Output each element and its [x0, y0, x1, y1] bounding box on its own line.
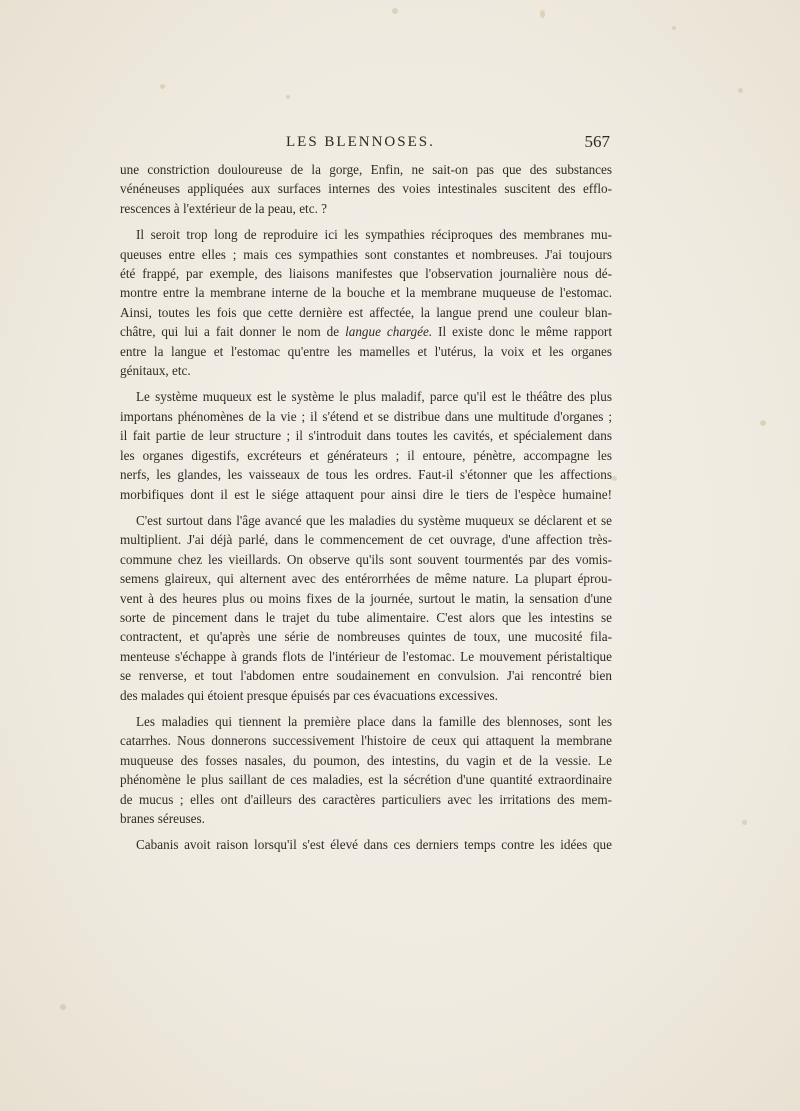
text-line: des malades qui étoient presque épuisés par ces évacuations excessives.: [120, 687, 498, 703]
text-line: catarrhes. Nous donnerons successivement l'histoire de ceux qui attaquent la membrane: [120, 733, 612, 749]
text-line: Ainsi, toutes les fois que cette dernière est affectée, la langue prend une couleur blan-: [120, 304, 612, 320]
text-line: les organes digestifs, excréteurs et générateurs ; il entoure, pénètre, accompagne les: [120, 447, 612, 463]
text-line: contractent, et qu'après une série de nombreuses quintes de toux, une mucosité fila-: [120, 629, 612, 645]
body-text: [120, 160, 612, 862]
foxing-spot: [60, 1004, 66, 1010]
text-line: muqueuse des fosses nasales, du poumon, des intestins, du vagin et de la vessie. Le: [120, 752, 612, 768]
text-segment: châtre, qui lui a fait donner le nom de: [120, 324, 346, 340]
text-line: il fait partie de leur structure ; il s'introduit dans toutes les cavités, et spécialement dans: [120, 428, 612, 444]
foxing-spot: [540, 10, 545, 18]
foxing-spot: [672, 26, 676, 30]
italic-term: langue chargée.: [345, 324, 433, 340]
foxing-spot: [738, 88, 743, 93]
text-line: vénéneuses appliquées aux surfaces internes des voies intestinales suscitent des efflo-: [120, 181, 612, 197]
foxing-spot: [742, 820, 747, 825]
text-line: C'est surtout dans l'âge avancé que les maladies du système muqueux se déclarent et se: [136, 512, 612, 528]
text-line: rescences à l'extérieur de la peau, etc. ?: [120, 200, 328, 216]
paragraph-3: [120, 387, 612, 503]
foxing-spot: [760, 420, 766, 426]
text-line: Il seroit trop long de reproduire ici les sympathies réciproques des membranes mu-: [136, 227, 612, 243]
text-line: Cabanis avoit raison lorsqu'il s'est élevé dans ces derniers temps contre les idées que: [136, 837, 612, 853]
text-line: nerfs, les glandes, les vaisseaux de tous les ordres. Faut-il s'étonner que les affections: [120, 467, 612, 483]
text-line: semens glaireux, qui alternent avec des entérorrhées de même nature. La plupart éprou-: [120, 571, 612, 587]
page-number: 567: [584, 132, 610, 151]
text-line: de mucus ; elles ont d'ailleurs des caractères particuliers avec les irritations des mem-: [120, 791, 612, 807]
text-line: branes séreuses.: [120, 811, 205, 826]
foxing-spot: [612, 476, 617, 481]
text-line: sorte de pincement dans le trajet du tube alimentaire. C'est alors que les intestins se: [120, 609, 612, 625]
text-segment: Il existe donc le même rapport: [432, 324, 612, 340]
text-line: commune chez les vieillards. On observe qu'ils sont souvent tourmentés par des vomis-: [120, 551, 612, 567]
foxing-spot: [392, 8, 398, 14]
paragraph-1: [120, 160, 612, 218]
paragraph-2: [120, 225, 612, 380]
page-header: [120, 134, 614, 158]
text-line: Le système muqueux est le système le plus maladif, parce qu'il est le théâtre des plus: [136, 389, 612, 405]
text-line: morbifiques dont il est le siége attaquent pour ainsi dire le tiers de l'espèce humaine!: [120, 486, 612, 502]
text-line: phénomène le plus saillant de ces maladies, est la sécrétion d'une quantité extraordinaire: [120, 772, 612, 788]
text-line: une constriction douloureuse de la gorge, Enfin, ne sait-on pas que des substances: [120, 162, 612, 177]
text-line: montre entre la membrane interne de la bouche et la membrane muqueuse de l'estomac.: [120, 285, 612, 301]
text-line: été frappé, par exemple, des liaisons manifestes que l'observation journalière nous dé-: [120, 266, 612, 282]
paragraph-4: [120, 511, 612, 705]
text-line: entre la langue et l'estomac qu'entre les mamelles et l'utérus, la voix et les organes: [120, 343, 612, 359]
text-line: queuses entre elles ; mais ces sympathies sont constantes et nombreuses. J'ai toujours: [120, 246, 612, 262]
paragraph-6: [120, 835, 612, 854]
foxing-spot: [160, 84, 165, 89]
text-line: vent à des heures plus ou moins fixes de la journée, surtout le matin, la sensation d'une: [120, 590, 612, 606]
text-line-with-italic: [120, 322, 612, 341]
running-title: LES BLENNOSES.: [286, 134, 435, 150]
text-line: Les maladies qui tiennent la première place dans la famille des blennoses, sont les: [136, 713, 612, 729]
text-line: se renverse, et tout l'abdomen entre soudainement en convulsion. J'ai rencontré bien: [120, 668, 612, 684]
text-line: génitaux, etc.: [120, 363, 191, 379]
paragraph-5: [120, 712, 612, 828]
foxing-spot: [286, 95, 290, 99]
text-line: multiplient. J'ai déjà parlé, dans le commencement de cet ouvrage, d'une affection très-: [120, 532, 612, 548]
text-line: menteuse s'échappe à grands flots de l'intérieur de l'estomac. Le mouvement péristaltique: [120, 648, 612, 664]
text-line: importans phénomènes de la vie ; il s'étend et se distribue dans une multitude d'organes ;: [120, 408, 612, 424]
